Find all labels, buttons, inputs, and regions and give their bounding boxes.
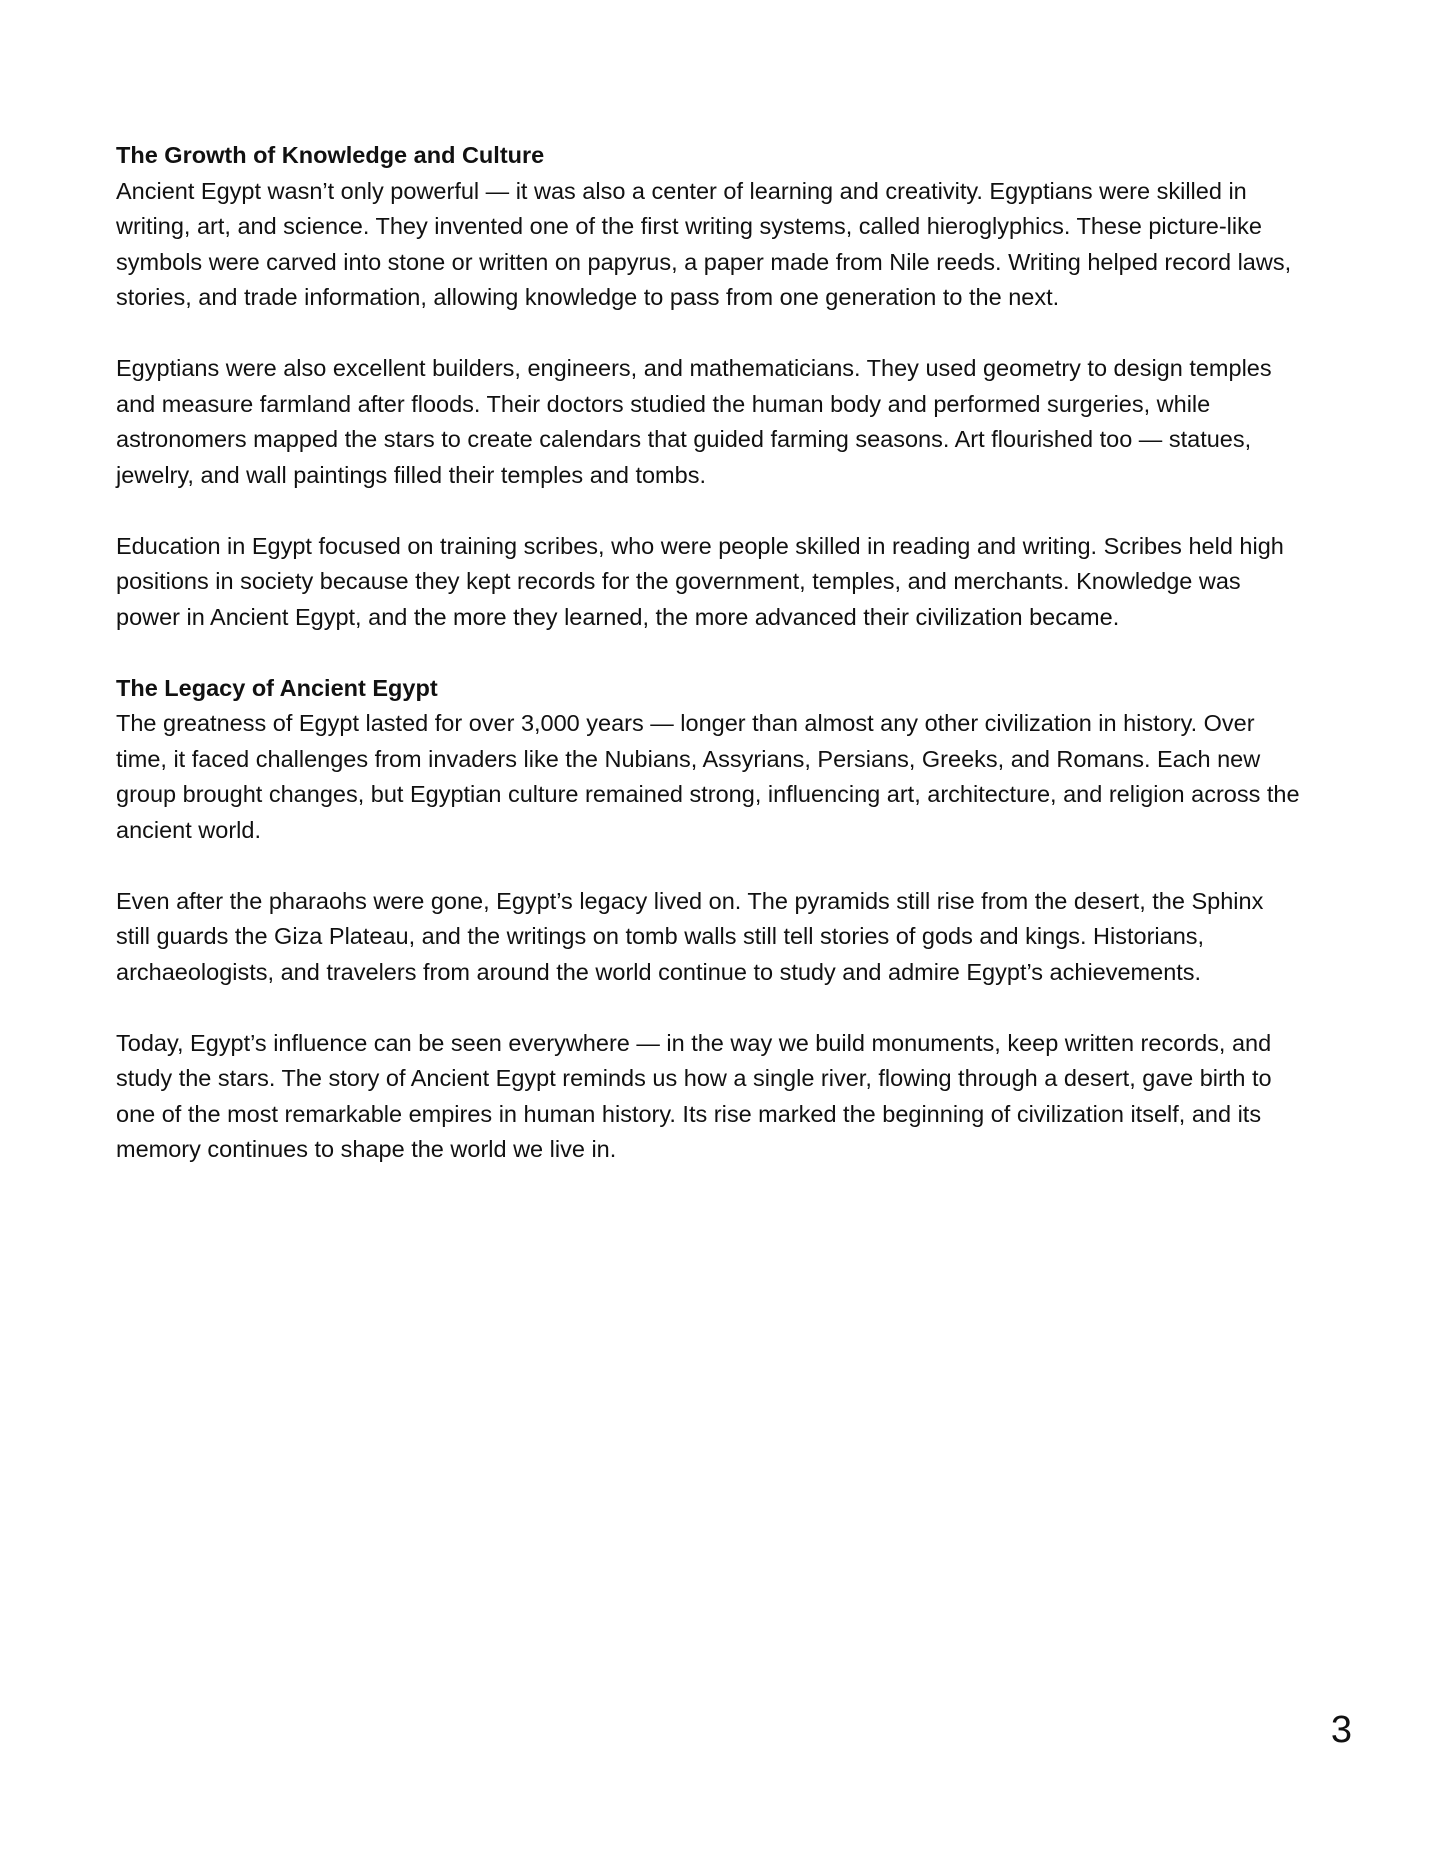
section-heading: The Growth of Knowledge and Culture (116, 142, 545, 168)
paragraph: Today, Egypt’s influence can be seen everywhere — in the way we build monuments, keep written records, and study the stars. The story of Ancient Egypt reminds us how a single river, flowing through a desert, gave birth to one of the most remarkable empires in human history. Its rise marked the beginning of civilization itself, and its memory continues to shape the world we live in. (116, 1029, 1272, 1162)
page-number: 3 (1330, 1709, 1352, 1751)
paragraph: The greatness of Egypt lasted for over 3,000 years — longer than almost any other civilization in history. Over time, it faced challenges from invaders like the Nubians, Assyrians, Persians, Greeks, and Romans. Each new group brought changes, but Egyptian culture remained strong, influencing art, architecture, and religion across the ancient world. (116, 710, 1300, 843)
paragraph: Education in Egypt focused on training scribes, who were people skilled in reading and writing. Scribes held high positions in society because they kept records for the government, temples, and merchants. Knowledge was power in Ancient Egypt, and the more they learned, the more advanced their civilization became. (116, 532, 1284, 630)
document-page-body (116, 138, 1301, 1203)
section-legacy-of-egypt (116, 671, 1301, 1168)
section-heading: The Legacy of Ancient Egypt (116, 674, 438, 701)
section-growth-of-knowledge (116, 138, 1301, 635)
paragraph: Even after the pharaohs were gone, Egypt’s legacy lived on. The pyramids still rise from the desert, the Sphinx still guards the Giza Plateau, and the writings on tomb walls still tell stories of gods and kings. Historians, archaeologists, and travelers from around the world continue to study and admire Egypt’s achievements. (116, 887, 1264, 985)
paragraph: Ancient Egypt wasn’t only powerful — it was also a center of learning and creativity. Egyptians were skilled in writing, art, and science. They invented one of the first writing systems, called hieroglyphics. These picture-like symbols were carved into stone or written on papyrus, a paper made from Nile reeds. Writing helped record laws, stories, and trade information, allowing knowledge to pass from one generation to the next. (116, 177, 1292, 310)
paragraph: Egyptians were also excellent builders, engineers, and mathematicians. They used geometry to design temples and measure farmland after floods. Their doctors studied the human body and performed surgeries, while astronomers mapped the stars to create calendars that guided farming seasons. Art flourished too — statues, jewelry, and wall paintings filled their temples and tombs. (116, 355, 1272, 488)
